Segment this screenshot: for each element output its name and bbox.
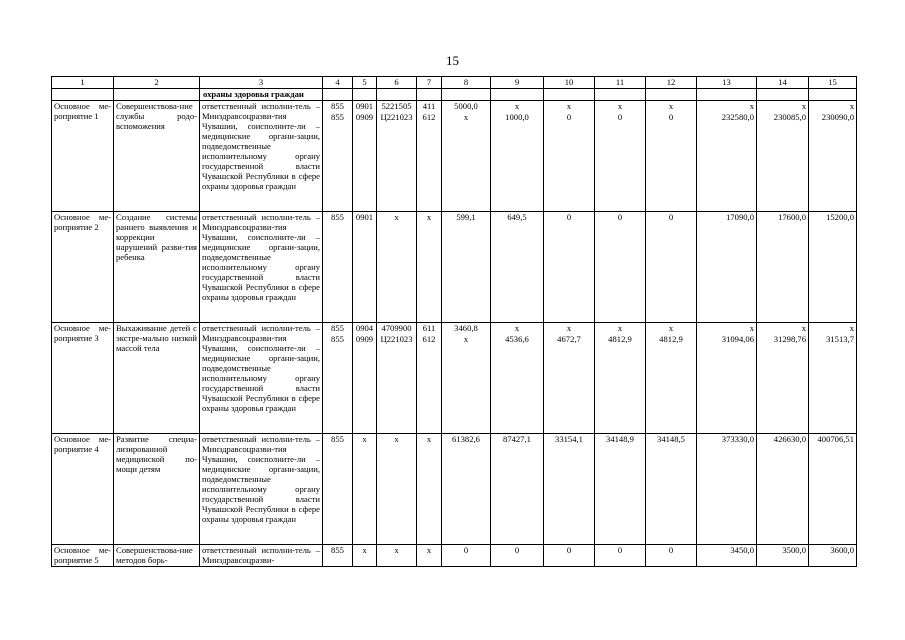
table-row [52,101,857,212]
value-cell [377,323,417,434]
col-header: 10 [544,77,595,89]
section-title: охраны здоровья граждан [200,89,323,101]
col-header: 8 [442,77,491,89]
value-cell [353,101,377,212]
executor-text: ответственный исполни-тель – Минздравсоцразви-тия Чувашии, соисполните-ли – медицинские органи-зации, подведомственные исполнительному органу государственной власти Чувашской Республики в сфере охраны здоровья граждан [200,323,323,434]
cell-value: x [394,545,399,555]
cell-value: 1000,0 [505,112,529,122]
measure-name: Развитие специа-лизированной медицинской по-мощи детям [114,434,200,545]
value-cell [809,434,857,545]
col-header: 11 [595,77,646,89]
cell-value: x [849,101,854,111]
cell-value: 0904 [355,323,374,333]
cell-value: 411 [422,101,436,111]
cell-value: 612 [422,112,436,122]
measure-label: Основное ме-роприятие 4 [52,434,114,545]
cell-value: Ц221023 [380,334,413,344]
col-header: 4 [323,77,353,89]
cell-value: 0 [668,545,674,555]
cell-value: x [566,101,572,111]
cell-value: 0 [617,112,623,122]
cell-value: 612 [422,334,436,344]
col-header: 13 [697,77,757,89]
value-cell [697,101,757,212]
value-cell [442,434,491,545]
cell-value: 0909 [355,334,374,344]
value-cell [417,323,442,434]
cell-value: 855 [331,101,344,111]
cell-value: 0 [668,212,674,222]
cell-value: x [514,323,520,333]
cell-value: 4812,9 [608,334,632,344]
budget-table [51,76,857,567]
cell-value: 31513,7 [826,334,854,344]
value-cell [809,212,857,323]
measure-name: Выхаживание детей с экстре-мально низкой массой тела [114,323,200,434]
value-cell [377,212,417,323]
value-cell [646,434,697,545]
value-cell [353,434,377,545]
cell-value: 31298,76 [773,334,806,344]
value-cell [757,212,809,323]
value-cell [377,545,417,567]
cell-value: 0 [566,545,572,555]
cell-value: 0 [463,545,469,555]
cell-value: 4672,7 [557,334,581,344]
cell-value: x [514,101,520,111]
cell-value: x [801,323,806,333]
cell-value: 4709900 [381,323,412,333]
measure-name: Совершенствова-ние методов борь- [114,545,200,567]
cell-value: 855 [331,545,344,555]
cell-value: 33154,1 [555,434,583,444]
cell-value: 31094,06 [721,334,754,344]
cell-value: 34148,9 [606,434,634,444]
value-cell [417,545,442,567]
cell-value: x [362,434,367,444]
col-header: 7 [417,77,442,89]
cell-value: x [668,101,674,111]
cell-value: 855 [331,112,344,122]
cell-value: 0 [566,112,572,122]
value-cell [323,545,353,567]
cell-value: 87427,1 [503,434,531,444]
value-cell [323,323,353,434]
value-cell [491,323,544,434]
value-cell [417,434,442,545]
cell-value: 426630,0 [773,434,806,444]
table-row [52,434,857,545]
cell-value: x [668,323,674,333]
col-header: 1 [52,77,114,89]
cell-value: x [617,101,623,111]
value-cell [544,101,595,212]
cell-value: x [749,101,754,111]
value-cell [697,434,757,545]
value-cell [544,434,595,545]
cell-value: 230085,0 [773,112,806,122]
cell-value: x [394,434,399,444]
value-cell [377,101,417,212]
cell-value: 3460,8 [454,323,478,333]
executor-text: ответственный исполни-тель – Минздравсоцразви- [200,545,323,567]
executor-text: ответственный исполни-тель – Минздравсоцразви-тия Чувашии, соисполните-ли – медицинские органи-зации, подведомственные исполнительному органу государственной власти Чувашской Республики в сфере охраны здоровья граждан [200,434,323,545]
measure-label: Основное ме-роприятие 5 [52,545,114,567]
cell-value: 34148,5 [657,434,685,444]
measure-label: Основное ме-роприятие 3 [52,323,114,434]
value-cell [697,545,757,567]
cell-value: 855 [331,323,344,333]
value-cell [809,323,857,434]
cell-value: 232580,0 [721,112,754,122]
value-cell [417,212,442,323]
cell-value: 3500,0 [782,545,806,555]
table-row [52,545,857,567]
value-cell [417,101,442,212]
value-cell [353,212,377,323]
value-cell [757,323,809,434]
value-cell [544,323,595,434]
cell-value: 17600,0 [778,212,806,222]
value-cell [757,101,809,212]
value-cell [595,323,646,434]
cell-value: 3600,0 [830,545,854,555]
cell-value: x [362,545,367,555]
cell-value: 855 [331,334,344,344]
cell-value: x [566,323,572,333]
cell-value: 61382,6 [452,434,480,444]
value-cell [595,545,646,567]
col-header: 3 [200,77,323,89]
measure-label: Основное ме-роприятие 2 [52,212,114,323]
cell-value: Ц221023 [380,112,413,122]
value-cell [353,545,377,567]
value-cell [595,101,646,212]
value-cell [809,545,857,567]
value-cell [595,212,646,323]
cell-value: 0 [617,545,623,555]
cell-value: x [749,323,754,333]
section-title-row [52,89,857,101]
value-cell [646,101,697,212]
col-header: 15 [809,77,857,89]
cell-value: x [426,212,432,222]
cell-value: x [801,101,806,111]
table-row [52,323,857,434]
cell-value: x [426,434,432,444]
value-cell [442,323,491,434]
value-cell [544,212,595,323]
value-cell [442,545,491,567]
executor-text: ответственный исполни-тель – Минздравсоцразви-тия Чувашии, соисполните-ли – медицинские органи-зации, подведомственные исполнительному органу государственной власти Чувашской Республики в сфере охраны здоровья граждан [200,101,323,212]
measure-name: Совершенствова-ние службы родо-вспоможения [114,101,200,212]
col-header: 5 [353,77,377,89]
cell-value: x [394,212,399,222]
value-cell [757,434,809,545]
header-row [52,77,857,89]
col-header: 2 [114,77,200,89]
cell-value: 599,1 [456,212,476,222]
col-header: 6 [377,77,417,89]
col-header: 14 [757,77,809,89]
cell-value: 611 [422,323,436,333]
cell-value: x [617,323,623,333]
cell-value: 15200,0 [826,212,854,222]
value-cell [646,323,697,434]
cell-value: 5221505 [381,101,412,111]
measure-label: Основное ме-роприятие 1 [52,101,114,212]
value-cell [646,212,697,323]
value-cell [491,101,544,212]
value-cell [491,434,544,545]
cell-value: 17090,0 [726,212,754,222]
cell-value: 0 [514,545,520,555]
value-cell [595,434,646,545]
cell-value: 0 [617,212,623,222]
value-cell [491,212,544,323]
cell-value: 0909 [355,112,374,122]
value-cell [491,545,544,567]
cell-value: 373330,0 [721,434,754,444]
value-cell [442,101,491,212]
table-row [52,212,857,323]
measure-name: Создание системы раннего выявления и коррекции нарушений разви-тия ребенка [114,212,200,323]
cell-value: 4536,6 [505,334,529,344]
value-cell [544,545,595,567]
col-header: 12 [646,77,697,89]
value-cell [323,434,353,545]
executor-text: ответственный исполни-тель – Минздравсоцразви-тия Чувашии, соисполните-ли – медицинские органи-зации, подведомственные исполнительному органу государственной власти Чувашской Республики в сфере охраны здоровья граждан [200,212,323,323]
cell-value: 0901 [355,212,374,222]
cell-value: x [426,545,432,555]
cell-value: 4812,9 [659,334,683,344]
cell-value: 855 [331,212,344,222]
value-cell [646,545,697,567]
cell-value: 0901 [355,101,374,111]
cell-value: 5000,0 [454,101,478,111]
value-cell [442,212,491,323]
cell-value: 400706,51 [817,434,854,444]
cell-value: 649,5 [507,212,527,222]
table-body [52,101,857,567]
cell-value: x [463,112,469,122]
value-cell [323,212,353,323]
value-cell [697,212,757,323]
cell-value: x [463,334,469,344]
value-cell [697,323,757,434]
value-cell [353,323,377,434]
cell-value: 0 [668,112,674,122]
cell-value: 0 [566,212,572,222]
col-header: 9 [491,77,544,89]
cell-value: x [849,323,854,333]
value-cell [323,101,353,212]
cell-value: 855 [331,434,344,444]
value-cell [377,434,417,545]
value-cell [757,545,809,567]
cell-value: 230090,0 [821,112,854,122]
page-number: 15 [446,53,459,68]
cell-value: 3450,0 [730,545,754,555]
value-cell [809,101,857,212]
